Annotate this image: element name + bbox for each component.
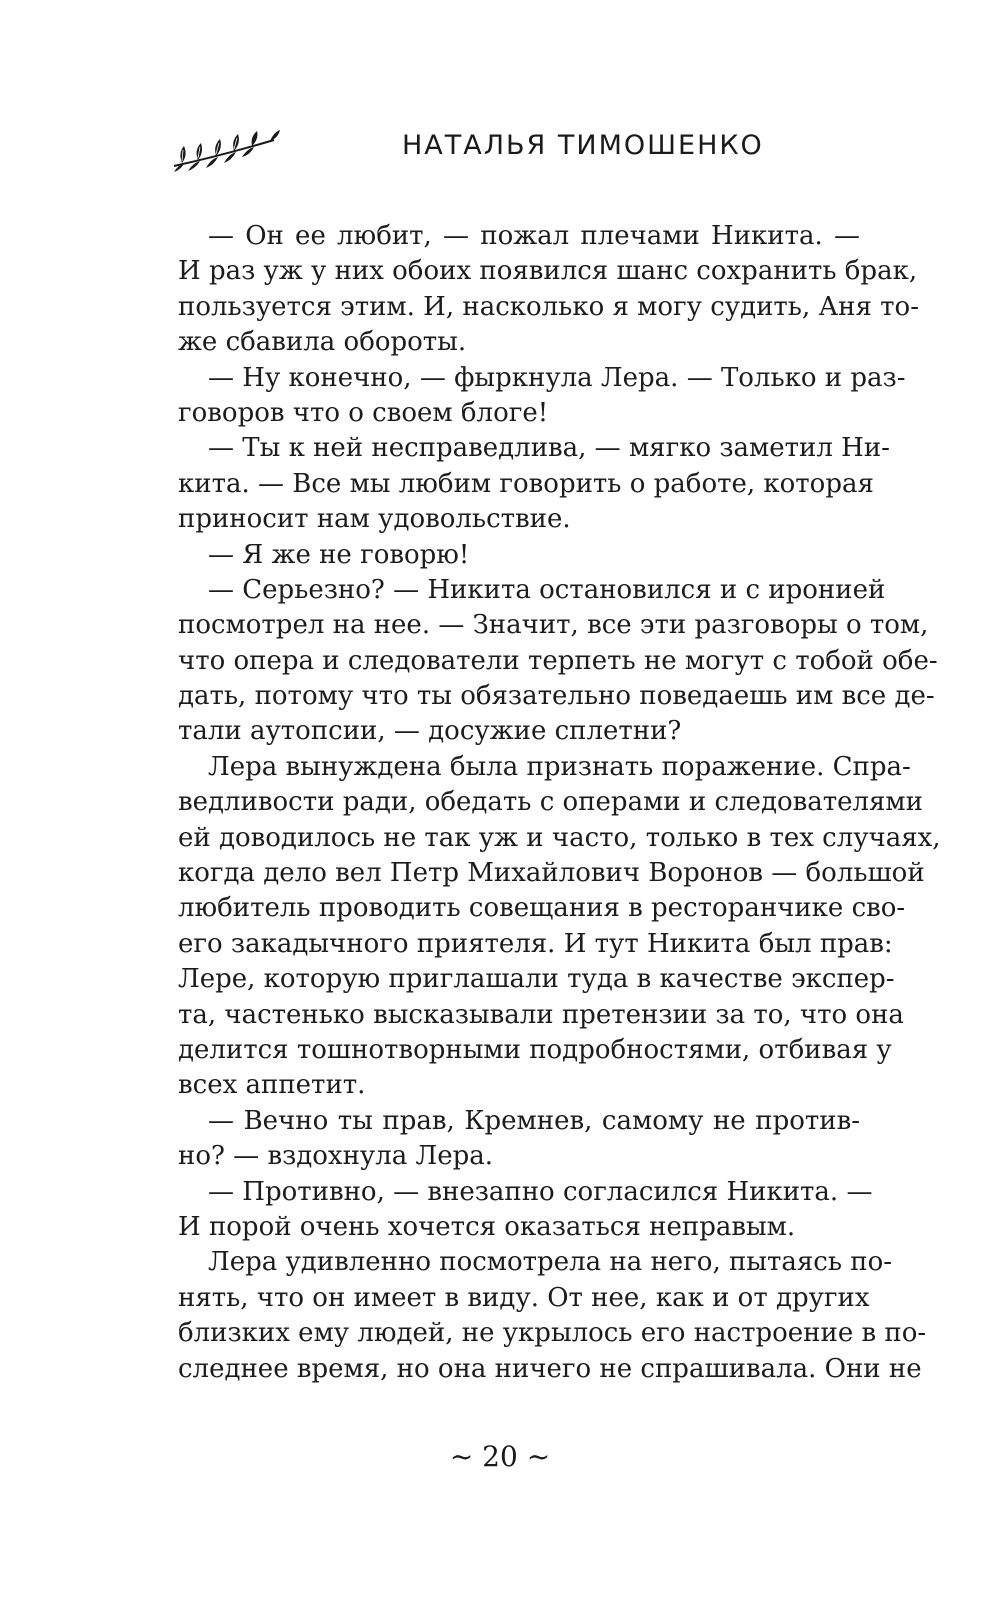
text-line: его закадычного приятеля. И тут Никита был прав: — [178, 928, 893, 959]
text-line: тали аутопсии, — досужие сплетни? — [178, 716, 682, 747]
text-line: пользуется этим. И, насколько я могу судить, Аня то- — [178, 291, 919, 322]
page-number: ~ 20 ~ — [449, 1440, 551, 1473]
running-header — [170, 126, 870, 176]
body-text — [178, 219, 941, 1387]
text-line: И порой очень хочется оказаться неправым. — [178, 1211, 796, 1242]
text-line: посмотрел на нее. — Значит, все эти разговоры о том, — [178, 610, 929, 641]
text-line: — Я же не говорю! — [208, 539, 470, 570]
text-line: близких ему людей, не укрылось его настроение в по- — [178, 1318, 927, 1349]
text-line: Лера удивленно посмотрела на него, пытаясь по- — [208, 1247, 893, 1278]
text-line: всех аппетит. — [178, 1070, 366, 1101]
text-line: следнее время, но она ничего не спрашивала. Они не — [178, 1353, 922, 1384]
author-name: НАТАЛЬЯ ТИМОШЕНКО — [402, 130, 764, 161]
text-line: — Серьезно? — Никита остановился и с иронией — [208, 574, 886, 605]
text-line: же сбавила обороты. — [178, 327, 467, 358]
text-line: — Ну конечно, — фыркнула Лера. — Только и раз- — [208, 362, 906, 393]
text-line: дать, потому что ты обязательно поведаешь им все де- — [178, 681, 935, 712]
text-line: когда дело вел Петр Михайлович Воронов — большой — [178, 858, 925, 889]
leaf-branch-ornament-icon — [170, 126, 280, 176]
text-line: — Противно, — внезапно согласился Никита. — — [208, 1176, 873, 1207]
text-line: приносит нам удовольствие. — [178, 504, 571, 535]
text-line: — Ты к ней несправедлива, — мягко заметил Ни- — [208, 433, 890, 464]
text-line: нять, что он имеет в виду. От нее, как и от других — [178, 1282, 870, 1313]
text-line: делится тошнотворными подробностями, отбивая у — [178, 1034, 892, 1065]
text-line: говоров что о своем блоге! — [178, 397, 549, 428]
text-line: но? — вздохнула Лера. — [178, 1141, 493, 1172]
text-line: та, частенько высказывали претензии за то, что она — [178, 999, 904, 1030]
text-line: Лере, которую приглашали туда в качестве экспер- — [178, 964, 895, 995]
text-line: кита. — Все мы любим говорить о работе, которая — [178, 468, 874, 499]
text-line: — Вечно ты прав, Кремнев, самому не против- — [208, 1105, 860, 1136]
text-line: что опера и следователи терпеть не могут с тобой обе- — [178, 645, 938, 676]
text-line: ведливости ради, обедать с операми и следователями — [178, 787, 923, 818]
text-line: И раз уж у них обоих появился шанс сохранить брак, — [178, 256, 918, 287]
text-line: Лера вынуждена была признать поражение. Спра- — [208, 751, 911, 782]
text-line: — Он ее любит, — пожал плечами Никита. — — [208, 221, 860, 251]
text-line: любитель проводить совещания в ресторанчике сво- — [178, 893, 906, 924]
text-line: ей доводилось не так уж и часто, только в тех случаях, — [178, 822, 941, 853]
